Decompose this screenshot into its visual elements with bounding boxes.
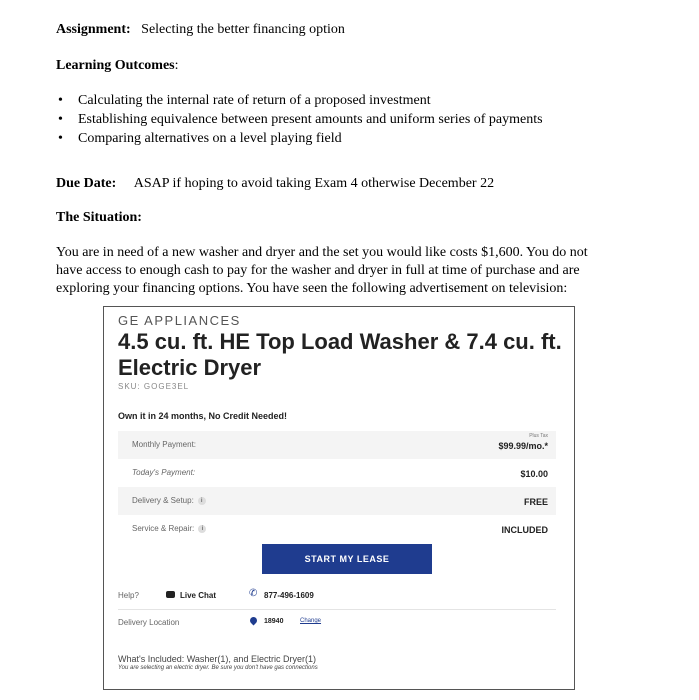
info-icon[interactable]: i xyxy=(198,497,206,505)
assignment-label: Assignment: xyxy=(56,22,131,37)
plus-tax-note: Plus Tax xyxy=(529,433,548,439)
bullet-icon: • xyxy=(58,112,63,127)
due-date-label: Due Date: xyxy=(56,176,117,191)
bullet-icon: • xyxy=(58,93,63,108)
situation-heading: The Situation: xyxy=(56,210,142,225)
outcomes-list xyxy=(56,92,543,149)
table-row xyxy=(118,515,556,543)
service-repair-label: Service & Repair: i xyxy=(132,524,206,533)
delivery-setup-value: FREE xyxy=(523,497,548,507)
table-row xyxy=(118,487,556,515)
live-chat-link[interactable]: Live Chat xyxy=(180,591,217,600)
sku-label: SKU: GOGE3EL xyxy=(118,382,190,391)
assignment-line xyxy=(56,21,345,39)
learning-outcomes-label: Learning Outcomes xyxy=(56,58,175,73)
list-item: • Comparing alternatives on a level playing field xyxy=(58,131,342,146)
due-date-text: ASAP if hoping to avoid taking Exam 4 otherwise December 22 xyxy=(133,176,495,191)
learning-outcomes-heading: Learning Outcomes: xyxy=(56,58,179,73)
own-text: Own it in 24 months, No Credit Needed! xyxy=(118,411,288,421)
monthly-payment-value: $99.99/mo.* xyxy=(498,441,548,451)
table-row xyxy=(118,459,556,487)
payment-table xyxy=(118,431,556,543)
location-pin-icon xyxy=(249,616,259,626)
chat-icon[interactable] xyxy=(166,591,175,598)
advertisement-panel xyxy=(103,306,575,690)
assignment-text: Selecting the better financing option xyxy=(141,22,345,37)
change-location-link[interactable]: Change xyxy=(300,618,322,624)
bullet-icon: • xyxy=(58,131,63,146)
included-text: What's Included: Washer(1), and Electric Dryer(1) xyxy=(118,654,316,664)
help-label: Help? xyxy=(118,591,139,600)
brand-label: GE APPLIANCES xyxy=(118,313,241,328)
divider xyxy=(118,609,556,610)
due-date-line xyxy=(56,175,494,193)
monthly-payment-label: Monthly Payment: xyxy=(132,440,197,449)
zip-code: 18940 xyxy=(264,618,284,625)
delivery-setup-label: Delivery & Setup: i xyxy=(132,496,206,505)
situation-paragraph: You are in need of a new washer and dryer and the set you would like costs $1,600. You do not have access to enough cash to pay for the washer and dryer in full at time of purchase and are exploring your financing options. You have seen the following advertisement on television: xyxy=(56,245,588,296)
list-item: • Establishing equivalence between present amounts and uniform series of payments xyxy=(58,112,543,127)
electric-dryer-note: You are selecting an electric dryer. Be sure you don't have gas connections xyxy=(118,665,318,671)
service-repair-value: INCLUDED xyxy=(501,525,548,535)
info-icon[interactable]: i xyxy=(198,525,206,533)
todays-payment-label: Today's Payment: xyxy=(132,468,196,477)
phone-link[interactable]: 877-496-1609 xyxy=(264,591,314,600)
table-row xyxy=(118,431,556,459)
todays-payment-value: $10.00 xyxy=(520,469,548,479)
start-lease-button[interactable]: START MY LEASE xyxy=(262,544,432,574)
delivery-location-label: Delivery Location xyxy=(118,618,180,627)
product-title: 4.5 cu. ft. HE Top Load Washer & 7.4 cu. ft. Electric Dryer xyxy=(118,329,562,380)
list-item: • Calculating the internal rate of return of a proposed investment xyxy=(58,93,431,108)
phone-icon: ✆ xyxy=(249,588,258,599)
